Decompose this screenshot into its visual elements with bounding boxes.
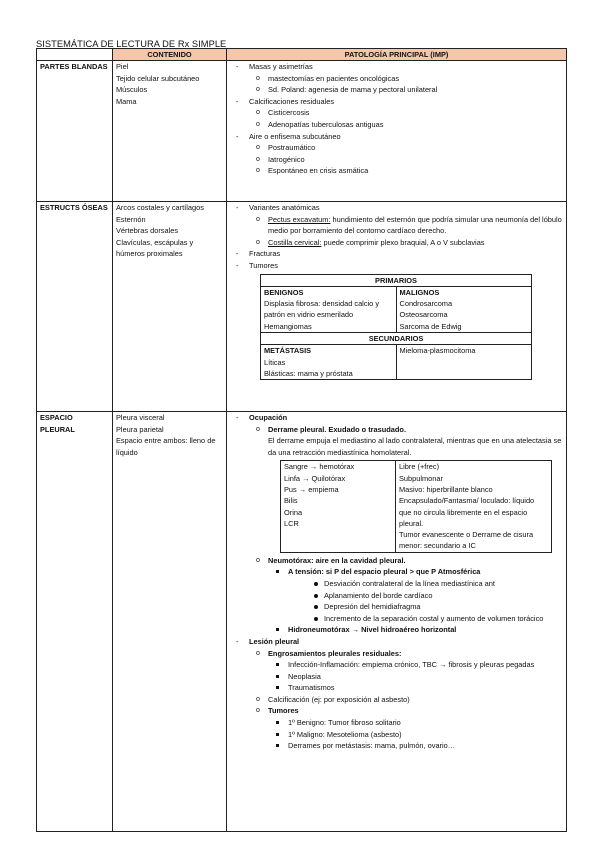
list-item: o Cisticercosis: [230, 107, 563, 119]
fluid-types-cell: Sangre → hemotórax Linfa → Quilotórax Pus → empiema Bilis Orina LCR: [281, 461, 396, 552]
row-espacio-pleural: [37, 412, 567, 832]
list-item: o Neumotórax: aire en la cavidad pleural. A tensión: si P del espacio pleural > que P Atmosférica Desviación contralateral de la línea mediastínica ant Aplanamiento del borde cardíaco Depresión del hemidiafragma Incremento de la separación costal y aumento de volumen torácico Hidroneumotórax → Nivel hidroaéreo horizontal: [230, 555, 563, 636]
list-item: 1º Benigno: Tumor fibroso solitario: [268, 717, 563, 729]
content-item: Piel: [116, 62, 129, 71]
pathology-partes-blandas: [227, 61, 567, 202]
secundarios-header: SECUNDARIOS: [261, 333, 532, 345]
list-item: o mastectomías en pacientes oncológicas: [230, 73, 563, 85]
tumor-table: [260, 274, 532, 381]
header-contenido: CONTENIDO: [113, 49, 227, 61]
content-espacio-pleural: [113, 412, 227, 832]
benignos-cell: BENIGNOS Displasia fibrosa: densidad calcio y patrón en vidrio esmerilado Hemangiomas: [261, 286, 397, 332]
list-item: 1º Maligno: Mesotelioma (asbesto): [268, 729, 563, 741]
list-item: o Derrame pleural. Exudado o trasudado. El derrame empuja el mediastino al lado contralateral, mientras que en una atelectasia se da una retracción mediastínica homolateral.: [230, 424, 563, 459]
list-item: Neoplasia: [268, 671, 563, 683]
list-item: - Variantes anatómicas o Pectus excavatum: hundimiento del esternón que podría simular una neumonía del lóbulo medio por borramiento del contorno cardíaco derecho. o Costilla cervical: puede comprimir plexo braquial, A o V subclavias: [230, 202, 563, 248]
costilla-term: Costilla cervical:: [268, 237, 322, 247]
document-title: SISTEMÁTICA DE LECTURA DE Rx SIMPLE: [36, 39, 227, 49]
list-item: A tensión: si P del espacio pleural > que P Atmosférica Desviación contralateral de la línea mediastínica ant Aplanamiento del borde cardíaco Depresión del hemidiafragma Incremento de la separación costal y aumento de volumen torácico: [268, 566, 563, 624]
pectus-term: Pectus excavatum:: [268, 214, 331, 224]
list-item: - Lesión pleural o Engrosamientos pleurales residuales: Infección-Inflamación: empiema crónico, TBC → fibrosis y pleuras pegadas Neoplasia Traumatismos o Calcificación (ej: por exposición al asbesto) o Tumores 1º Benigno: Tumor fibroso solitario 1º Maligno: Mesotelioma (asbesto) Derrames por metástasis: mama, pulmón, ovario…: [230, 636, 563, 752]
list-item: o Pectus excavatum: hundimiento del esternón que podría simular una neumonía del lóbulo medio por borramiento del contorno cardíaco derecho.: [230, 214, 563, 237]
list-item: - Tumores: [230, 260, 563, 272]
content-item: Mama: [116, 96, 137, 106]
list-item: - Fracturas: [230, 248, 563, 260]
list-item: Traumatismos: [268, 682, 563, 694]
list-item: Desviación contralateral de la línea mediastínica ant: [308, 578, 563, 590]
list-item: Derrames por metástasis: mama, pulmón, ovario…: [268, 740, 563, 752]
list-item: Hidroneumotórax → Nivel hidroaéreo horizontal: [268, 624, 563, 636]
content-item: Pleura visceral: [116, 413, 165, 422]
list-item: - Aire o enfisema subcutáneo o Postraumático o Iatrogénico o Espontáneo en crisis asmática: [230, 131, 563, 177]
list-item: o Sd. Poland: agenesia de mama y pectoral unilateral: [230, 84, 563, 96]
primarios-header: PRIMARIOS: [261, 274, 532, 286]
content-item: Esternón: [116, 214, 146, 224]
main-table: [36, 48, 567, 832]
content-item: Vértebras dorsales: [116, 226, 179, 236]
list-item: o Postraumático: [230, 142, 563, 154]
pathology-estructs-oseas: [227, 202, 567, 412]
content-item: Músculos: [116, 85, 148, 95]
list-item: o Calcificación (ej: por exposición al asbesto): [230, 694, 563, 706]
row-partes-blandas: [37, 61, 567, 202]
list-item: Aplanamiento del borde cardíaco: [308, 590, 563, 602]
list-item: o Tumores 1º Benigno: Tumor fibroso solitario 1º Maligno: Mesotelioma (asbesto) Derrames por metástasis: mama, pulmón, ovario…: [230, 705, 563, 751]
header-row: [37, 49, 567, 61]
mieloma-cell: Mieloma-plasmocitoma: [396, 345, 532, 380]
section-title-espacio-pleural: ESPACIO PLEURAL: [37, 412, 113, 832]
list-item: - Ocupación o Derrame pleural. Exudado o trasudado. El derrame empuja el mediastino al lado contralateral, mientras que en una atelectasia se da una retracción mediastínica homolateral.: [230, 412, 563, 458]
list-item: Depresión del hemidiafragma: [308, 601, 563, 613]
list-item: Infección-Inflamación: empiema crónico, TBC → fibrosis y pleuras pegadas: [268, 659, 563, 671]
section-title-estructs-oseas: ESTRUCTS ÓSEAS: [37, 202, 113, 412]
section-title-partes-blandas: PARTES BLANDAS: [37, 61, 113, 202]
content-partes-blandas: [113, 61, 227, 202]
list-item: - Calcificaciones residuales o Cisticercosis o Adenopatías tuberculosas antiguas: [230, 96, 563, 131]
content-item: Espacio entre ambos: lleno de líquido: [116, 436, 216, 457]
list-item: o Engrosamientos pleurales residuales: Infección-Inflamación: empiema crónico, TBC → fibrosis y pleuras pegadas Neoplasia Traumatismos: [230, 648, 563, 694]
list-item: o Costilla cervical: puede comprimir plexo braquial, A o V subclavias: [230, 237, 563, 249]
list-item: Incremento de la separación costal y aumento de volumen torácico: [308, 613, 563, 625]
malignos-cell: MALIGNOS Condrosarcoma Osteosarcoma Sarcoma de Edwig: [396, 286, 532, 332]
pathology-espacio-pleural: [227, 412, 567, 832]
metastasis-cell: METÁSTASIS Líticas Blásticas: mama y próstata: [261, 345, 397, 380]
list-item: - Masas y asimetrías o mastectomías en pacientes oncológicas o Sd. Poland: agenesia de mama y pectoral unilateral: [230, 61, 563, 96]
list-item: o Adenopatías tuberculosas antiguas: [230, 119, 563, 131]
row-estructs-oseas: [37, 202, 567, 412]
derrame-types-cell: Libre (+frec) Subpulmonar Masivo: hiperbrillante blanco Encapsulado/Fantasma/ loculado: líquido que no circula libremente en el espacio pleural. Tumor evanescente o Derrame de cisura menor: secundario a IC: [396, 461, 552, 552]
content-item: Clavículas, escápulas y húmeros proximales: [116, 237, 194, 259]
content-item: Tejido celular subcutáneo: [116, 73, 200, 83]
header-blank-cell: [37, 49, 113, 61]
derrame-table: [280, 460, 552, 552]
content-estructs-oseas: [113, 202, 227, 412]
list-item: o Iatrogénico: [230, 154, 563, 166]
content-item: Arcos costales y cartílagos: [116, 203, 204, 212]
content-item: Pleura parietal: [116, 424, 164, 434]
list-item: o Espontáneo en crisis asmática: [230, 165, 563, 177]
header-patologia: PATOLOGÍA PRINCIPAL (IMP): [227, 49, 567, 61]
